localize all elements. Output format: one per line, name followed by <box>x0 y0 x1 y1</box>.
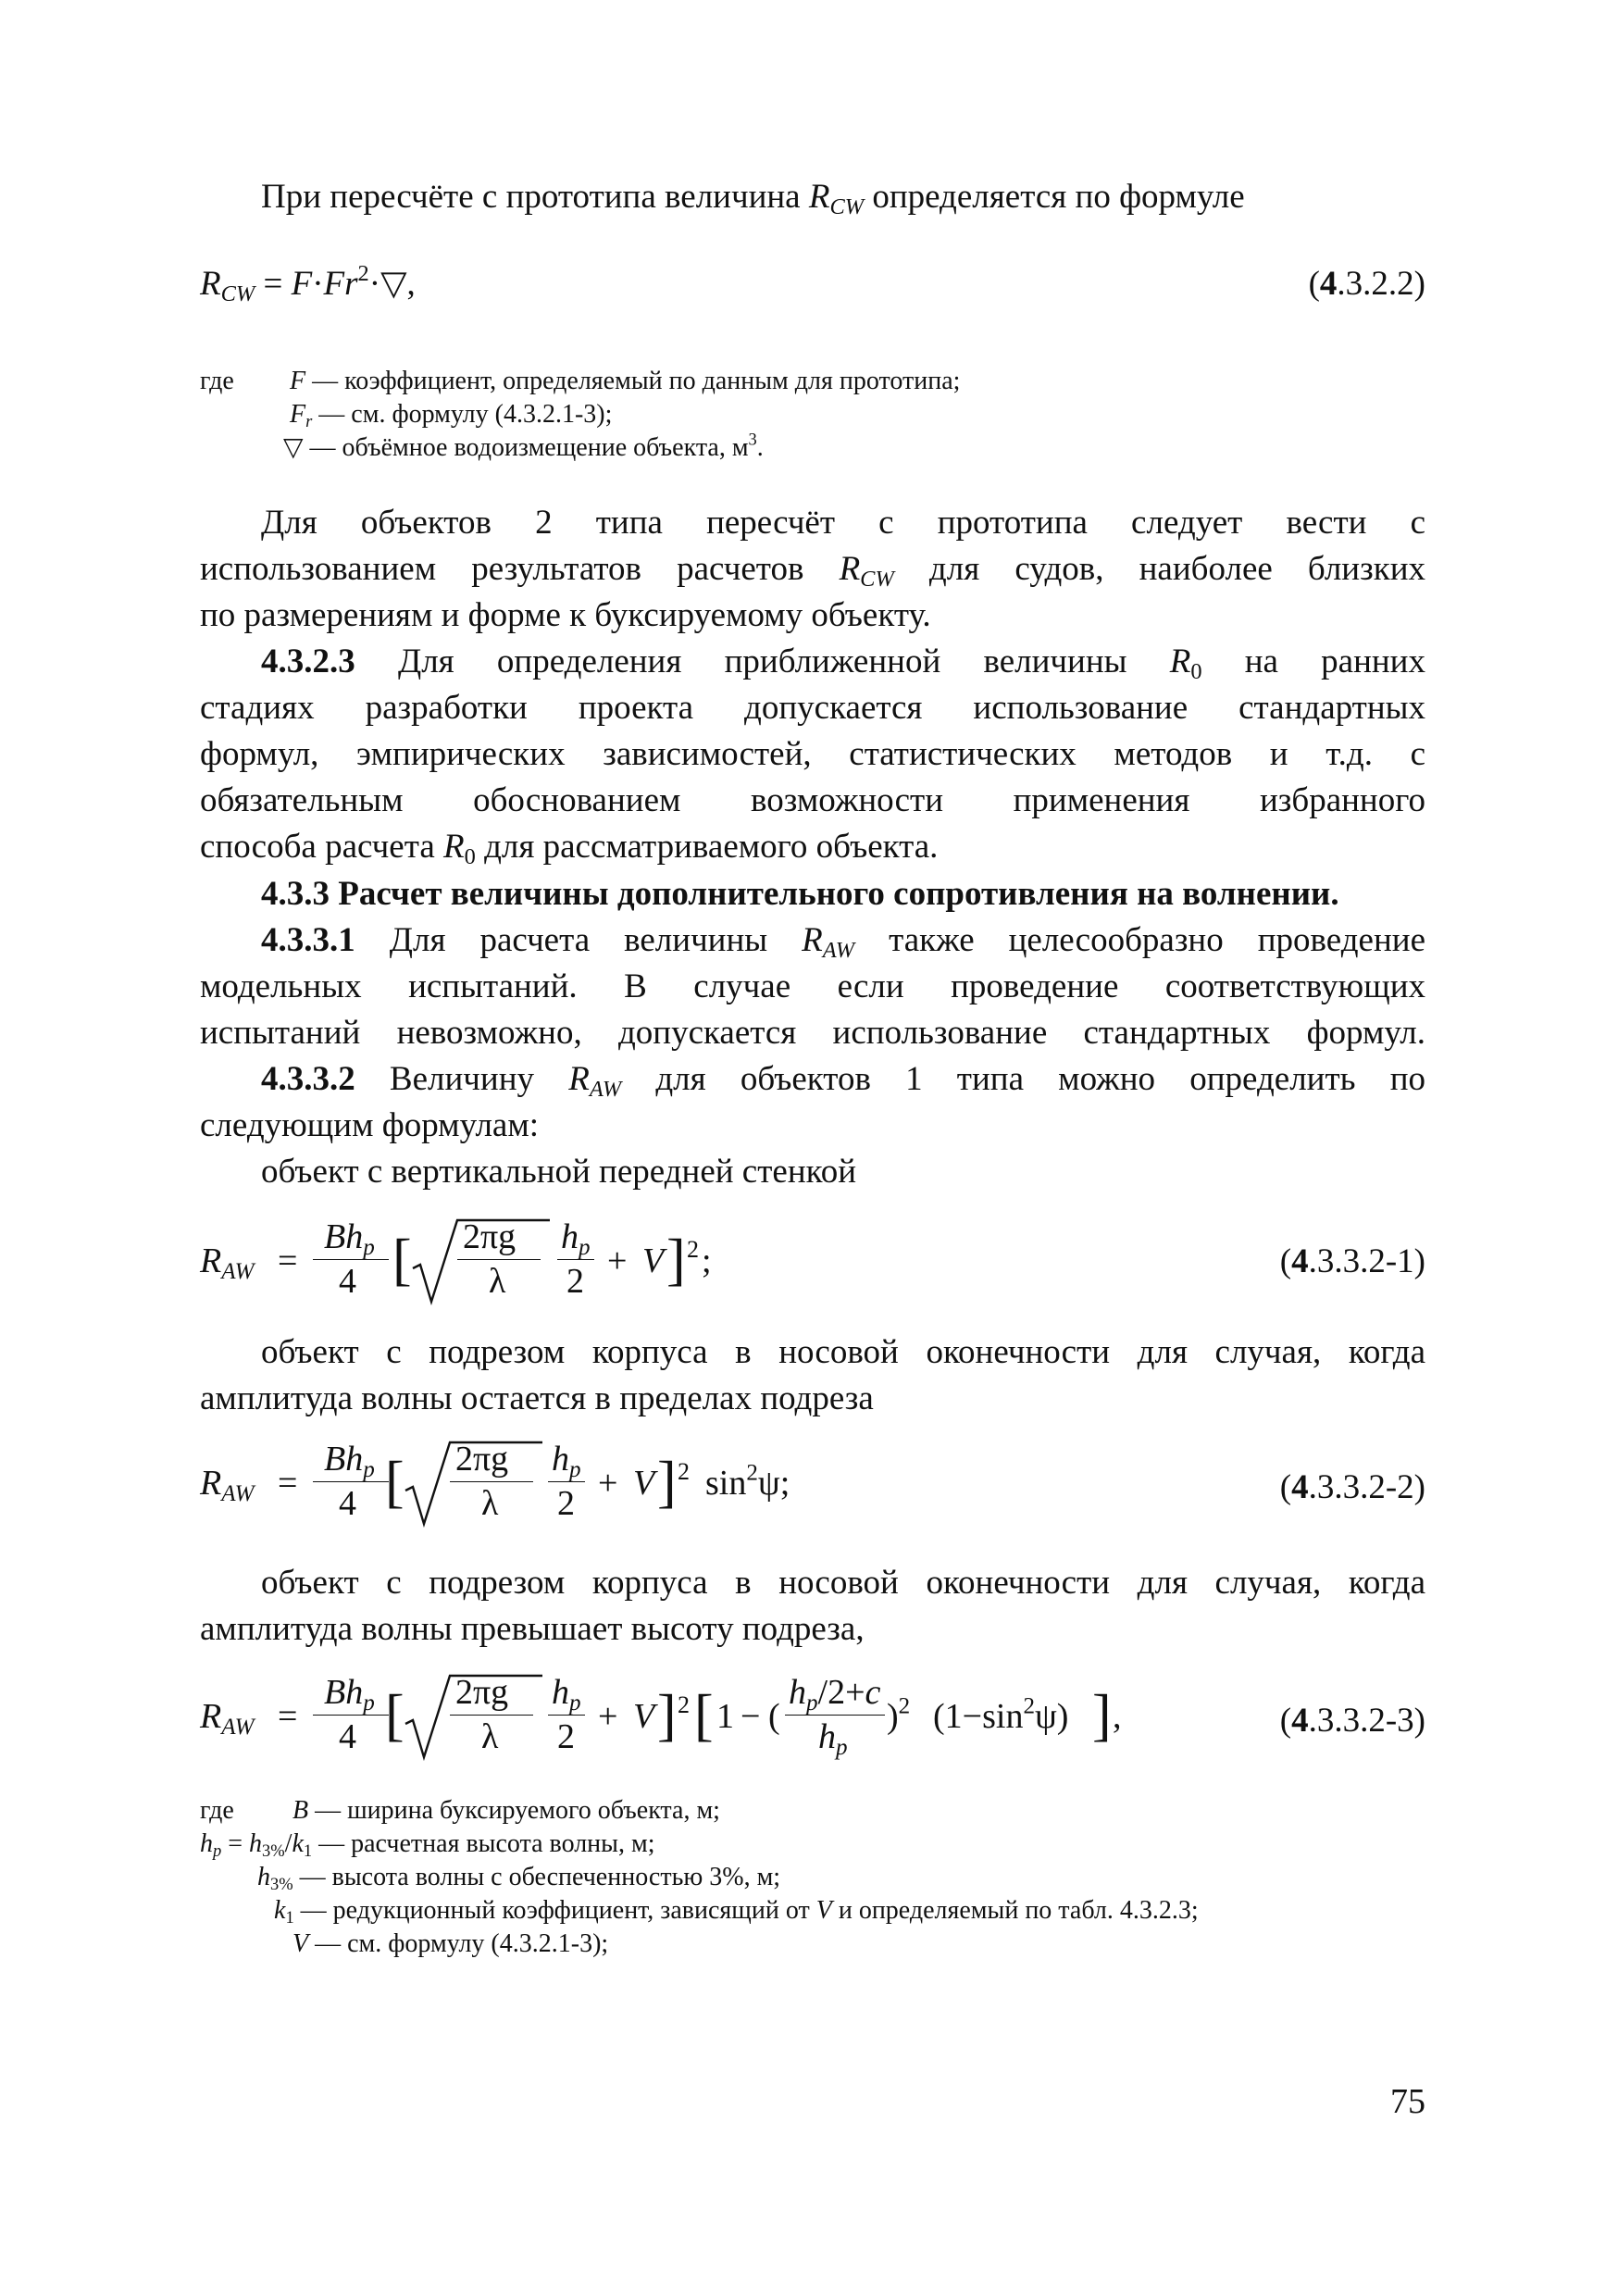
exponent: 2 <box>678 1458 690 1485</box>
var-v: V <box>633 1697 655 1736</box>
var-sub: p <box>363 1691 375 1716</box>
right-paren: ) <box>1056 1697 1069 1736</box>
where-item <box>200 1828 654 1861</box>
fraction-numerator <box>789 1673 881 1716</box>
para-line <box>261 1056 1425 1103</box>
left-bracket: [ <box>392 1229 412 1292</box>
symbol: V <box>815 1896 832 1925</box>
var-sub: CW <box>860 566 894 592</box>
exponent: 2 <box>678 1691 690 1718</box>
symbol: V <box>292 1929 309 1958</box>
minus-sign: − <box>962 1697 983 1736</box>
var-sub: p <box>569 1457 581 1483</box>
text: для рассматриваемого объекта. <box>475 828 939 866</box>
where-item <box>290 398 612 431</box>
fraction-bar <box>457 1259 541 1260</box>
var-h: h <box>345 1673 364 1712</box>
where-item <box>290 365 960 398</box>
symbol-sub: 1 <box>285 1908 294 1928</box>
formula-lhs-sub: CW <box>220 281 255 306</box>
intro-paragraph <box>261 174 1425 220</box>
paren: ( <box>1279 1702 1292 1740</box>
intro-text: При пересчёте с прототипа величина <box>261 178 809 216</box>
formula-lhs <box>200 1464 255 1507</box>
var-b: B <box>324 1440 346 1479</box>
text: Для расчета величины <box>355 921 803 959</box>
number-one: 1 <box>716 1697 734 1736</box>
var-r: R <box>200 1464 222 1503</box>
symbol: F <box>290 367 306 395</box>
equation-number <box>1280 1465 1425 1511</box>
section-heading: 4.3.3 Расчет величины дополнительного сопротивления на волнении. <box>261 875 1339 913</box>
equals-sign: = <box>278 1697 298 1736</box>
root-denominator: λ <box>481 1484 499 1523</box>
var-r: R <box>200 1242 222 1280</box>
var-sub: p <box>806 1691 818 1716</box>
para-line: Для объектов 2 типа пересчёт с прототипа следует вести с <box>261 504 1425 542</box>
where-item <box>292 1928 608 1961</box>
where-label: где <box>200 367 234 395</box>
unit-exponent: 3 <box>748 430 757 449</box>
var-r: R <box>802 921 823 959</box>
section-number: 4.3.3.2 <box>261 1060 355 1098</box>
formula-4-3-3-2-1 <box>200 1211 1033 1313</box>
var-sub: AW <box>221 1481 255 1507</box>
var-sub: 0 <box>464 843 476 869</box>
page-number: 75 <box>1390 2082 1425 2121</box>
var-h: h <box>345 1440 364 1479</box>
equals-sign: = <box>278 1242 298 1280</box>
symbol: h <box>249 1829 263 1858</box>
symbol-sub: r <box>305 412 313 431</box>
paren: ( <box>1279 1468 1292 1506</box>
exponent: 2 <box>1023 1693 1035 1719</box>
definition: и определяемый по табл. 4.3.2.3; <box>831 1896 1199 1925</box>
formula-lhs <box>200 1697 255 1741</box>
sine-term <box>705 1460 790 1503</box>
var-sub: p <box>569 1691 581 1716</box>
root-denominator: λ <box>481 1717 499 1756</box>
var-r: R <box>443 828 465 866</box>
fraction-numerator <box>552 1440 581 1483</box>
case-line: амплитуда волны остается в пределах подреза <box>200 1379 874 1417</box>
symbol: h <box>200 1829 213 1858</box>
para-line: стадиях разработки проекта допускается использование стандартных <box>200 689 1425 727</box>
fraction-bar <box>313 1259 389 1260</box>
equals-sign: = <box>278 1464 298 1503</box>
paren-squared <box>887 1693 911 1736</box>
fraction-numerator <box>324 1440 375 1483</box>
fraction-denominator: 4 <box>339 1717 356 1756</box>
sin: sin <box>705 1464 747 1503</box>
var-sub: AW <box>589 1076 622 1102</box>
text: для судов, наиболее близких <box>893 550 1425 588</box>
definition: — объёмное водоизмещение объекта, м <box>303 433 749 462</box>
fraction-denominator <box>818 1717 848 1761</box>
symbol-sub: p <box>213 1841 222 1861</box>
var-sub: p <box>579 1235 591 1261</box>
symbol-sub: 3% <box>270 1875 293 1894</box>
equation-number-rest: .3.3.2-3) <box>1308 1702 1425 1740</box>
definition: — ширина буксируемого объекта, м; <box>308 1796 720 1825</box>
fraction-bar <box>548 1481 585 1482</box>
one-minus-sine <box>933 1693 1069 1736</box>
equation-number-bold: 4 <box>1291 1702 1309 1740</box>
para-line: модельных испытаний. В случае если проведение соответствующих <box>200 967 1425 1005</box>
equation-number <box>1309 261 1425 307</box>
dot: · <box>312 265 324 303</box>
para-line <box>200 824 1425 870</box>
var-sub: p <box>363 1235 375 1261</box>
punctuation: . <box>756 433 764 462</box>
right-bracket: ] <box>1092 1684 1112 1747</box>
section-number: 4.3.2.3 <box>261 643 355 680</box>
para-line: по размерениям и форме к буксируемому объекту. <box>200 596 931 634</box>
fraction-bar <box>313 1481 389 1482</box>
definition: — см. формулу (4.3.2.1-3); <box>308 1929 609 1958</box>
var-r: R <box>839 550 861 588</box>
case-line: объект с подрезом корпуса в носовой оконечности для случая, когда <box>261 1333 1425 1371</box>
fraction-numerator <box>552 1673 581 1716</box>
fraction-bar <box>548 1715 585 1716</box>
var-h: h <box>552 1440 569 1479</box>
symbol: k <box>292 1829 304 1858</box>
where-item <box>292 1794 720 1828</box>
var-c: c <box>865 1673 881 1712</box>
punctuation: ; <box>702 1242 712 1280</box>
intro-text: определяется по формуле <box>864 178 1245 216</box>
text: для объектов 1 типа можно определить по <box>621 1060 1425 1098</box>
left-bracket: [ <box>385 1451 404 1514</box>
case-line: амплитуда волны превышает высоту подреза, <box>200 1610 865 1648</box>
equation-number <box>1280 1698 1425 1744</box>
where-label: где <box>200 1796 234 1825</box>
var-v: V <box>633 1464 655 1503</box>
text: /2+ <box>817 1673 865 1712</box>
fraction-numerator <box>561 1217 591 1261</box>
formula-4-3-2-2 <box>200 261 416 307</box>
psi: ψ <box>757 1464 780 1503</box>
fraction-numerator <box>324 1673 375 1716</box>
right-bracket: ] <box>666 1229 686 1292</box>
plus-sign: + <box>607 1242 628 1280</box>
section-number: 4.3.3.1 <box>261 921 355 959</box>
paren: ( <box>1308 265 1320 303</box>
fraction-bar <box>785 1715 885 1716</box>
var-r: R <box>568 1060 590 1098</box>
formula-4-3-3-2-2 <box>200 1433 1033 1535</box>
psi: ψ <box>1035 1697 1057 1736</box>
var-r: R <box>1169 643 1191 680</box>
equals-sign: = <box>255 265 292 303</box>
definition: — коэффициент, определяемый по данным для прототипа; <box>305 367 961 395</box>
plus-sign: + <box>598 1697 618 1736</box>
para-line <box>261 639 1425 685</box>
var-h: h <box>345 1217 364 1256</box>
fraction-denominator: 4 <box>339 1484 356 1523</box>
definition: — расчетная высота волны, м; <box>312 1829 655 1858</box>
var-sub: p <box>836 1735 848 1761</box>
exponent: 2 <box>357 260 369 286</box>
equation-number <box>1280 1239 1425 1285</box>
fraction-numerator <box>324 1217 375 1261</box>
case-line: объект с вертикальной передней стенкой <box>261 1153 857 1191</box>
var-sub: CW <box>829 193 865 219</box>
fraction-denominator: 2 <box>566 1262 584 1301</box>
plus-sign: + <box>598 1464 618 1503</box>
var-h: h <box>552 1673 569 1712</box>
var-h: h <box>561 1217 579 1256</box>
var-r: R <box>200 1697 222 1736</box>
fraction-denominator: 2 <box>557 1717 575 1756</box>
dot: · <box>368 265 381 303</box>
symbol-sub: 3% <box>262 1841 285 1861</box>
equation-number-rest: .3.3.2-1) <box>1308 1242 1425 1280</box>
minus-sign: − <box>741 1697 761 1736</box>
formula-fr: Fr <box>323 265 358 303</box>
formula-lhs: R <box>200 265 221 303</box>
var-r: R <box>808 178 830 216</box>
volume-symbol: ▽ <box>380 265 407 303</box>
var-b: B <box>324 1673 346 1712</box>
text: (1 <box>933 1697 963 1736</box>
definition: — см. формулу (4.3.2.1-3); <box>312 400 613 429</box>
left-paren: ( <box>768 1697 780 1736</box>
var-h: h <box>818 1717 836 1756</box>
para-line: испытаний невозможно, допускается использование стандартных формул. <box>200 1014 1425 1052</box>
equation-number-bold: 4 <box>1319 265 1338 303</box>
equation-number-bold: 4 <box>1291 1242 1309 1280</box>
symbol: h <box>257 1863 270 1891</box>
equation-number-rest: .3.3.2-2) <box>1308 1468 1425 1506</box>
punctuation: , <box>1113 1697 1122 1736</box>
definition: — редукционный коэффициент, зависящий от <box>293 1896 816 1925</box>
exponent: 2 <box>746 1460 758 1486</box>
fraction-denominator: 2 <box>557 1484 575 1523</box>
slash: / <box>284 1829 292 1858</box>
formula-f: F <box>291 265 313 303</box>
var-sub: 0 <box>1190 658 1202 684</box>
equals-sign: = <box>221 1829 250 1858</box>
var-sub: AW <box>221 1715 255 1741</box>
exponent: 2 <box>898 1693 911 1719</box>
root-numerator: 2πg <box>463 1217 517 1256</box>
left-bracket: [ <box>694 1684 714 1747</box>
var-b: B <box>324 1217 346 1256</box>
right-bracket: ] <box>657 1451 677 1514</box>
definition: — высота волны с обеспеченностью 3%, м; <box>292 1863 781 1891</box>
case-line: объект с подрезом корпуса в носовой оконечности для случая, когда <box>261 1564 1425 1602</box>
text: способа расчета <box>200 828 443 866</box>
para-line: обязательным обоснованием возможности применения избранного <box>200 781 1425 819</box>
formula-lhs <box>200 1242 255 1285</box>
para-line <box>261 917 1425 964</box>
fraction-bar <box>313 1715 389 1716</box>
var-h: h <box>789 1673 806 1712</box>
where-item <box>283 431 764 465</box>
symbol-sub: 1 <box>303 1841 313 1861</box>
symbol: B <box>292 1796 309 1825</box>
equation-number-bold: 4 <box>1291 1468 1309 1506</box>
text: также целесообразно проведение <box>854 921 1425 959</box>
text: Для определения приближенной величины <box>355 643 1170 680</box>
root-denominator: λ <box>489 1262 506 1301</box>
text: на ранних <box>1201 643 1425 680</box>
para-line: формул, эмпирических зависимостей, статистических методов и т.д. с <box>200 735 1425 773</box>
equation-number-rest: .3.2.2) <box>1337 265 1425 303</box>
where-item <box>257 1861 780 1894</box>
punctuation: ; <box>779 1464 790 1503</box>
var-sub: AW <box>822 937 855 963</box>
var-sub: AW <box>221 1259 255 1285</box>
right-bracket: ] <box>657 1684 677 1747</box>
para-line <box>200 546 1425 593</box>
text: Величину <box>355 1060 569 1098</box>
text: использованием результатов расчетов <box>200 550 840 588</box>
fraction-denominator: 4 <box>339 1262 356 1301</box>
sin: sin <box>982 1697 1024 1736</box>
root-numerator: 2πg <box>455 1673 509 1712</box>
symbol: F <box>290 400 306 429</box>
punctuation: , <box>406 265 416 303</box>
fraction-bar <box>557 1259 594 1260</box>
root-numerator: 2πg <box>455 1440 509 1479</box>
symbol: k <box>274 1896 286 1925</box>
right-paren: ) <box>887 1697 899 1736</box>
fraction-bar <box>450 1481 533 1482</box>
var-sub: p <box>363 1457 375 1483</box>
fraction-bar <box>450 1715 533 1716</box>
where-item <box>274 1894 1199 1928</box>
left-bracket: [ <box>385 1684 404 1747</box>
paren: ( <box>1279 1242 1292 1280</box>
exponent: 2 <box>687 1236 699 1263</box>
symbol: ▽ <box>283 433 304 462</box>
para-line: следующим формулам: <box>200 1106 540 1144</box>
var-v: V <box>642 1242 665 1280</box>
formula-4-3-3-2-3 <box>200 1666 1126 1768</box>
